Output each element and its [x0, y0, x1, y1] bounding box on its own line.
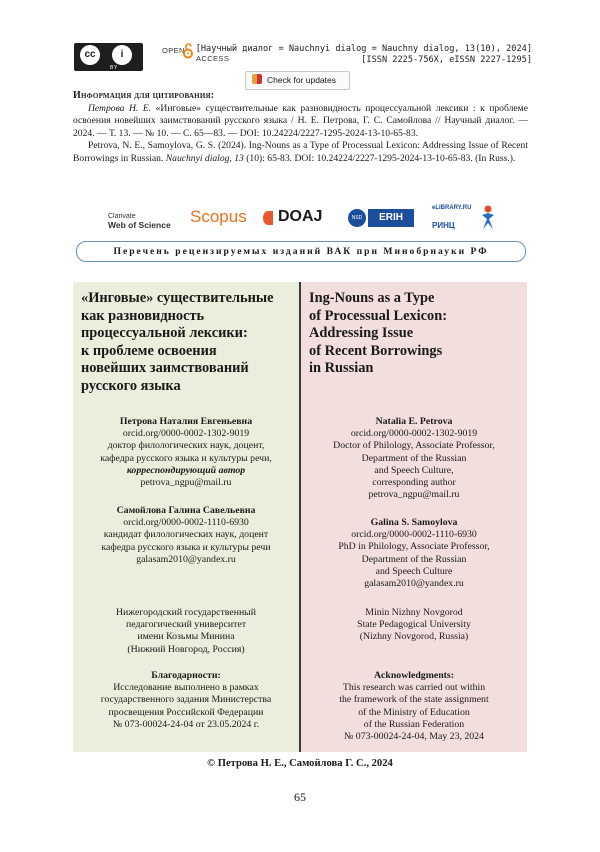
cc-icon: cc	[80, 45, 100, 65]
title-line: процессуальной лексики:	[81, 325, 248, 341]
citation-en-text-1: Petrova, N. E., Samoylova, G. S. (2024). Ing-Nouns as a Type of Processual Lexicon: Addressing Issue of Recent Borrowings in Russian.	[73, 140, 528, 164]
citation-ru-text: «Инговые» существительные как разновидность процессуальной лексики : к проблеме освоения новейших заимствований русского языка / Н. Е. Петрова, Г. С. Самойлова // Научный диалог. — 2024. — Т. 13. — № 10. — С. 65—83. — DOI: 10.24224/2227-1295-2024-13-10-65-83.	[73, 102, 528, 139]
column-divider	[299, 282, 301, 752]
ack-line: № 073-00024-24-04, May 23, 2024	[344, 731, 484, 743]
author-email[interactable]: petrova_ngpu@mail.ru	[140, 477, 232, 489]
ack-line: Исследование выполнено в рамках	[113, 682, 259, 694]
clarivate-label: Clarivate	[108, 213, 136, 220]
erih-plus-logo[interactable]: ERIH PLUS	[368, 209, 414, 227]
indexing-logos	[108, 205, 500, 239]
journal-line: [Научный диалог = Nauchnyi dialog = Nauchny dialog, 13(10), 2024]	[195, 44, 532, 54]
article-title-ru	[81, 290, 296, 395]
page-number: 65	[294, 790, 306, 804]
doaj-logo[interactable]	[266, 208, 322, 226]
author-name: Петрова Наталия Евгеньевна	[119, 416, 253, 427]
title-line: «Инговые» существительные	[81, 290, 274, 306]
rinc-logo[interactable]: РИНЦ	[432, 221, 455, 230]
journal-reference	[196, 44, 532, 66]
issn-line: [ISSN 2225-756X, eISSN 2227-1295]	[361, 55, 532, 65]
article-title-en	[309, 290, 524, 378]
author-department: Department of the Russian	[361, 452, 467, 464]
citation-ru-authors: Петрова Н. Е.	[88, 102, 152, 114]
nsd-badge-icon: NSD	[348, 209, 366, 227]
title-line: in Russian	[309, 360, 374, 376]
citation-heading: Информация для цитирования:	[73, 90, 215, 101]
affiliation-en	[308, 607, 520, 644]
author-2-en	[308, 517, 520, 590]
acknowledgments-heading: Благодарности:	[151, 670, 221, 681]
acknowledgments-heading: Acknowledgments:	[373, 670, 454, 681]
author-orcid[interactable]: orcid.org/0000-0002-1302-9019	[350, 428, 478, 440]
author-degree: доктор филологических наук, доцент,	[107, 440, 265, 452]
person-logo-icon	[480, 205, 496, 231]
scopus-logo[interactable]: Scopus	[190, 207, 247, 226]
affiliation-ru	[80, 607, 292, 656]
citation-en	[73, 140, 528, 165]
citation-en-text-2: (10): 65-83. DOI: 10.24224/2227-1295-2024-13-10-65-83. (In Russ.).	[243, 152, 516, 164]
title-line: новейших заимствований	[81, 360, 249, 376]
elibrary-logo[interactable]: eLIBRARY.RU	[432, 205, 472, 211]
ack-line: This research was carried out within	[342, 682, 486, 694]
author-department: Department of the Russian	[361, 553, 467, 565]
check-for-updates-button[interactable]	[245, 71, 350, 90]
affiliation-line: (Нижний Новгород, Россия)	[127, 643, 245, 655]
copyright-line: © Петрова Н. Е., Самойлова Г. С., 2024	[207, 758, 393, 769]
author-department: and Speech Culture	[375, 565, 453, 577]
author-name: Самойлова Галина Савельевна	[116, 505, 256, 516]
web-of-science-logo[interactable]	[108, 213, 171, 231]
author-department: кафедра русского языка и культуры речи	[101, 541, 271, 553]
cc-by-label: BY	[110, 65, 118, 71]
author-name: Natalia E. Petrova	[375, 416, 453, 427]
author-degree: PhD in Philology, Associate Professor,	[338, 541, 490, 553]
affiliation-line: имени Козьмы Минина	[137, 631, 235, 643]
corresponding-author-label: корреспондирующий автор	[126, 464, 246, 476]
acknowledgments-ru	[80, 670, 292, 731]
author-2-ru	[80, 505, 292, 566]
vak-list-banner: Перечень рецензируемых изданий ВАК при Минобрнауки РФ	[76, 241, 526, 262]
title-line: of Processual Lexicon:	[309, 307, 448, 324]
author-orcid[interactable]: orcid.org/0000-0002-1110-6930	[351, 529, 477, 541]
ack-line: of the Russian Federation	[363, 718, 465, 730]
check-for-updates-label: Check for updates	[267, 75, 336, 85]
title-line: как разновидность	[81, 307, 205, 324]
corresponding-author-label: corresponding author	[372, 477, 456, 489]
author-email[interactable]: galasam2010@yandex.ru	[136, 553, 236, 565]
affiliation-line: State Pedagogical University	[357, 619, 471, 631]
affiliation-line: Нижегородский государственный	[115, 607, 257, 618]
author-name: Galina S. Samoylova	[370, 517, 458, 528]
attribution-icon: i	[112, 45, 132, 65]
doaj-label: DOAJ	[278, 208, 323, 225]
author-1-en	[308, 416, 520, 501]
citation-ru	[73, 103, 528, 141]
title-line: русского языка	[81, 377, 181, 394]
author-degree: кандидат филологических наук, доцент	[103, 529, 269, 541]
ack-line: the framework of the state assignment	[339, 694, 489, 706]
cc-by-license-badge[interactable]	[74, 43, 143, 71]
citation-en-journal: Nauchnyi dialog, 13	[165, 152, 244, 164]
author-department: and Speech Culture,	[374, 464, 454, 476]
ack-line: государственного задания Министерства	[100, 694, 272, 706]
affiliation-line: Minin Nizhny Novgorod	[365, 607, 463, 618]
author-orcid[interactable]: orcid.org/0000-0002-1302-9019	[122, 428, 250, 440]
author-orcid[interactable]: orcid.org/0000-0002-1110-6930	[123, 517, 249, 529]
title-line: Ing-Nouns as a Type	[309, 290, 435, 306]
author-email[interactable]: petrova_ngpu@mail.ru	[368, 489, 460, 501]
author-degree: Doctor of Philology, Associate Professor,	[333, 440, 495, 452]
open-access-lock-icon	[183, 43, 193, 59]
ack-line: of the Ministry of Education	[358, 706, 470, 718]
title-line: of Recent Borrowings	[309, 342, 443, 359]
affiliation-line: (Nizhny Novgorod, Russia)	[359, 631, 469, 643]
author-email[interactable]: galasam2010@yandex.ru	[364, 578, 464, 590]
citation-block	[73, 90, 528, 166]
open-access-label-1: OPEN	[162, 46, 185, 55]
title-line: Addressing Issue	[309, 325, 414, 341]
author-1-ru	[80, 416, 292, 489]
crossmark-icon	[252, 74, 262, 84]
title-line: к проблеме освоения	[81, 342, 217, 359]
open-access-label-2: ACCESS	[196, 54, 230, 63]
web-of-science-label: Web of Science	[108, 220, 171, 230]
author-department: кафедра русского языка и культуры речи,	[100, 452, 272, 464]
affiliation-line: педагогический университет	[126, 619, 246, 631]
ack-line: просвещения Российской Федерации	[108, 706, 264, 718]
acknowledgments-en	[308, 670, 520, 743]
ack-line: № 073-00024-24-04 от 23.05.2024 г.	[112, 718, 260, 730]
